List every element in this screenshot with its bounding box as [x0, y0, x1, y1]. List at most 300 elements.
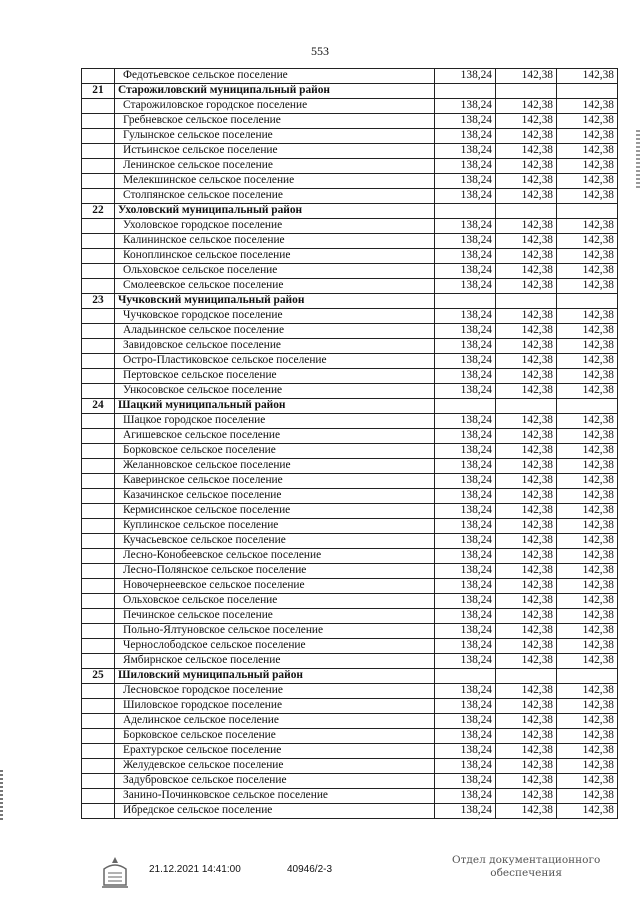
row-number-cell — [82, 579, 115, 594]
row-number-cell — [82, 804, 115, 819]
value-2-cell — [496, 669, 557, 684]
settlement-row — [82, 804, 618, 819]
row-number-cell — [82, 789, 115, 804]
settlement-name-cell: Калининское сельское поселение — [115, 234, 435, 249]
value-3-cell: 142,38 — [557, 804, 618, 819]
value-3-cell: 142,38 — [557, 759, 618, 774]
row-number-cell — [82, 129, 115, 144]
settlement-name-cell: Пертовское сельское поселение — [115, 369, 435, 384]
settlement-row — [82, 504, 618, 519]
value-2-cell: 142,38 — [496, 534, 557, 549]
settlement-name-cell: Старожиловский муниципальный район — [115, 84, 435, 99]
settlement-row — [82, 324, 618, 339]
row-number-cell — [82, 279, 115, 294]
value-3-cell: 142,38 — [557, 324, 618, 339]
value-1-cell: 138,24 — [435, 234, 496, 249]
settlement-name-cell: Лесно-Полянское сельское поселение — [115, 564, 435, 579]
settlement-name-cell: Остро-Пластиковское сельское поселение — [115, 354, 435, 369]
settlement-row — [82, 444, 618, 459]
settlement-name-cell: Борковское сельское поселение — [115, 729, 435, 744]
row-number-cell — [82, 219, 115, 234]
value-2-cell: 142,38 — [496, 639, 557, 654]
settlement-row — [82, 114, 618, 129]
row-number-cell — [82, 369, 115, 384]
settlement-row — [82, 729, 618, 744]
settlement-name-cell: Кермисинское сельское поселение — [115, 504, 435, 519]
row-number-cell — [82, 714, 115, 729]
value-2-cell: 142,38 — [496, 234, 557, 249]
value-2-cell: 142,38 — [496, 249, 557, 264]
value-3-cell: 142,38 — [557, 699, 618, 714]
emblem-icon — [100, 855, 130, 891]
value-2-cell: 142,38 — [496, 549, 557, 564]
value-1-cell: 138,24 — [435, 354, 496, 369]
value-2-cell: 142,38 — [496, 714, 557, 729]
settlement-row — [82, 684, 618, 699]
value-3-cell: 142,38 — [557, 174, 618, 189]
value-2-cell: 142,38 — [496, 324, 557, 339]
row-number-cell — [82, 429, 115, 444]
value-2-cell: 142,38 — [496, 384, 557, 399]
value-1-cell: 138,24 — [435, 594, 496, 609]
settlement-name-cell: Лесновское городское поселение — [115, 684, 435, 699]
district-row — [82, 204, 618, 219]
settlement-name-cell: Шацкий муниципальный район — [115, 399, 435, 414]
district-row — [82, 669, 618, 684]
value-2-cell: 142,38 — [496, 594, 557, 609]
value-3-cell: 142,38 — [557, 519, 618, 534]
value-1-cell: 138,24 — [435, 384, 496, 399]
value-1-cell: 138,24 — [435, 519, 496, 534]
settlement-row — [82, 69, 618, 84]
value-3-cell: 142,38 — [557, 579, 618, 594]
row-number-cell — [82, 624, 115, 639]
row-number-cell: 25 — [82, 669, 115, 684]
value-2-cell: 142,38 — [496, 339, 557, 354]
settlement-row — [82, 594, 618, 609]
value-1-cell — [435, 294, 496, 309]
value-3-cell: 142,38 — [557, 189, 618, 204]
row-number-cell — [82, 99, 115, 114]
value-3-cell: 142,38 — [557, 69, 618, 84]
value-2-cell: 142,38 — [496, 729, 557, 744]
stamp-line-1: Отдел документационного — [452, 854, 601, 866]
settlement-name-cell: Ольховское сельское поселение — [115, 594, 435, 609]
settlement-row — [82, 759, 618, 774]
value-1-cell: 138,24 — [435, 564, 496, 579]
value-2-cell: 142,38 — [496, 624, 557, 639]
value-2-cell — [496, 204, 557, 219]
settlement-name-cell: Задубровское сельское поселение — [115, 774, 435, 789]
value-2-cell: 142,38 — [496, 279, 557, 294]
value-3-cell — [557, 204, 618, 219]
row-number-cell — [82, 504, 115, 519]
value-3-cell: 142,38 — [557, 624, 618, 639]
value-3-cell: 142,38 — [557, 789, 618, 804]
value-2-cell — [496, 84, 557, 99]
row-number-cell: 21 — [82, 84, 115, 99]
row-number-cell — [82, 159, 115, 174]
value-2-cell: 142,38 — [496, 309, 557, 324]
value-2-cell: 142,38 — [496, 699, 557, 714]
value-3-cell — [557, 399, 618, 414]
settlement-row — [82, 489, 618, 504]
value-1-cell: 138,24 — [435, 189, 496, 204]
value-1-cell: 138,24 — [435, 549, 496, 564]
settlement-row — [82, 564, 618, 579]
row-number-cell — [82, 729, 115, 744]
settlement-row — [82, 579, 618, 594]
value-2-cell: 142,38 — [496, 774, 557, 789]
value-2-cell: 142,38 — [496, 489, 557, 504]
value-2-cell: 142,38 — [496, 69, 557, 84]
settlement-name-cell: Кучасьевское сельское поселение — [115, 534, 435, 549]
value-3-cell: 142,38 — [557, 729, 618, 744]
value-2-cell: 142,38 — [496, 789, 557, 804]
settlement-row — [82, 174, 618, 189]
settlement-name-cell: Агишевское сельское поселение — [115, 429, 435, 444]
settlement-name-cell: Смолеевское сельское поселение — [115, 279, 435, 294]
value-1-cell: 138,24 — [435, 729, 496, 744]
row-number-cell — [82, 414, 115, 429]
footer-datetime: 21.12.2021 14:41:00 — [149, 864, 241, 875]
row-number-cell — [82, 354, 115, 369]
scan-artifact — [0, 770, 3, 820]
settlement-row — [82, 474, 618, 489]
row-number-cell — [82, 339, 115, 354]
settlement-row — [82, 744, 618, 759]
settlement-row — [82, 789, 618, 804]
settlement-name-cell: Аделинское сельское поселение — [115, 714, 435, 729]
row-number-cell — [82, 489, 115, 504]
row-number-cell — [82, 759, 115, 774]
table-body — [82, 69, 618, 819]
settlement-name-cell: Чучковский муниципальный район — [115, 294, 435, 309]
settlement-row — [82, 219, 618, 234]
value-3-cell: 142,38 — [557, 504, 618, 519]
value-3-cell: 142,38 — [557, 249, 618, 264]
value-2-cell: 142,38 — [496, 504, 557, 519]
settlement-name-cell: Федотьевское сельское поселение — [115, 69, 435, 84]
value-3-cell: 142,38 — [557, 774, 618, 789]
settlement-row — [82, 339, 618, 354]
settlement-name-cell: Старожиловское городское поселение — [115, 99, 435, 114]
district-row — [82, 399, 618, 414]
footer-doc-number: 40946/2-3 — [287, 864, 333, 875]
settlement-name-cell: Гулынское сельское поселение — [115, 129, 435, 144]
settlement-row — [82, 714, 618, 729]
settlement-row — [82, 534, 618, 549]
row-number-cell — [82, 699, 115, 714]
value-3-cell — [557, 84, 618, 99]
value-2-cell: 142,38 — [496, 189, 557, 204]
row-number-cell — [82, 234, 115, 249]
value-1-cell — [435, 669, 496, 684]
row-number-cell — [82, 264, 115, 279]
value-1-cell — [435, 84, 496, 99]
settlement-row — [82, 414, 618, 429]
settlement-name-cell: Ольховское сельское поселение — [115, 264, 435, 279]
settlement-row — [82, 99, 618, 114]
row-number-cell — [82, 174, 115, 189]
settlement-row — [82, 624, 618, 639]
settlement-name-cell: Коноплинское сельское поселение — [115, 249, 435, 264]
settlement-name-cell: Чучковское городское поселение — [115, 309, 435, 324]
value-1-cell: 138,24 — [435, 759, 496, 774]
page-number: 553 — [311, 44, 329, 58]
value-1-cell: 138,24 — [435, 714, 496, 729]
department-stamp — [452, 854, 600, 880]
settlement-row — [82, 309, 618, 324]
settlement-name-cell: Чернослободское сельское поселение — [115, 639, 435, 654]
settlement-name-cell: Завидовское сельское поселение — [115, 339, 435, 354]
row-number-cell — [82, 594, 115, 609]
settlement-row — [82, 279, 618, 294]
settlement-name-cell: Борковское сельское поселение — [115, 444, 435, 459]
value-1-cell: 138,24 — [435, 699, 496, 714]
settlement-row — [82, 699, 618, 714]
settlement-name-cell: Столпянское сельское поселение — [115, 189, 435, 204]
value-2-cell: 142,38 — [496, 459, 557, 474]
settlement-row — [82, 639, 618, 654]
settlement-row — [82, 189, 618, 204]
value-1-cell: 138,24 — [435, 684, 496, 699]
value-1-cell: 138,24 — [435, 219, 496, 234]
row-number-cell — [82, 609, 115, 624]
value-1-cell: 138,24 — [435, 654, 496, 669]
value-3-cell: 142,38 — [557, 534, 618, 549]
value-1-cell: 138,24 — [435, 279, 496, 294]
value-2-cell: 142,38 — [496, 519, 557, 534]
value-2-cell: 142,38 — [496, 684, 557, 699]
value-3-cell — [557, 294, 618, 309]
row-number-cell — [82, 189, 115, 204]
settlement-row — [82, 654, 618, 669]
value-3-cell: 142,38 — [557, 264, 618, 279]
row-number-cell — [82, 684, 115, 699]
value-2-cell: 142,38 — [496, 264, 557, 279]
row-number-cell — [82, 324, 115, 339]
settlement-row — [82, 159, 618, 174]
value-1-cell: 138,24 — [435, 429, 496, 444]
value-3-cell: 142,38 — [557, 279, 618, 294]
settlement-name-cell: Истьинское сельское поселение — [115, 144, 435, 159]
value-1-cell: 138,24 — [435, 804, 496, 819]
value-1-cell: 138,24 — [435, 489, 496, 504]
value-3-cell: 142,38 — [557, 459, 618, 474]
settlement-row — [82, 609, 618, 624]
value-3-cell: 142,38 — [557, 159, 618, 174]
value-3-cell: 142,38 — [557, 114, 618, 129]
row-number-cell — [82, 444, 115, 459]
settlement-name-cell: Лесно-Конобеевское сельское поселение — [115, 549, 435, 564]
stamp-line-2: обеспечения — [490, 867, 563, 879]
value-2-cell: 142,38 — [496, 219, 557, 234]
value-1-cell: 138,24 — [435, 474, 496, 489]
settlement-name-cell: Ухоловский муниципальный район — [115, 204, 435, 219]
tariff-table — [81, 68, 618, 819]
value-1-cell: 138,24 — [435, 129, 496, 144]
settlement-name-cell: Ленинское сельское поселение — [115, 159, 435, 174]
settlement-name-cell: Куплинское сельское поселение — [115, 519, 435, 534]
row-number-cell — [82, 774, 115, 789]
settlement-name-cell: Желанновское сельское поселение — [115, 459, 435, 474]
value-2-cell: 142,38 — [496, 174, 557, 189]
value-3-cell: 142,38 — [557, 384, 618, 399]
row-number-cell — [82, 744, 115, 759]
settlement-name-cell: Ибредское сельское поселение — [115, 804, 435, 819]
row-number-cell — [82, 249, 115, 264]
value-1-cell: 138,24 — [435, 744, 496, 759]
row-number-cell — [82, 564, 115, 579]
row-number-cell — [82, 144, 115, 159]
settlement-row — [82, 264, 618, 279]
value-2-cell: 142,38 — [496, 744, 557, 759]
value-3-cell: 142,38 — [557, 444, 618, 459]
settlement-row — [82, 369, 618, 384]
value-2-cell: 142,38 — [496, 609, 557, 624]
value-1-cell: 138,24 — [435, 774, 496, 789]
value-3-cell: 142,38 — [557, 564, 618, 579]
value-3-cell: 142,38 — [557, 549, 618, 564]
settlement-row — [82, 549, 618, 564]
row-number-cell — [82, 474, 115, 489]
value-2-cell: 142,38 — [496, 129, 557, 144]
settlement-name-cell: Печинское сельское поселение — [115, 609, 435, 624]
row-number-cell — [82, 69, 115, 84]
settlement-name-cell: Занино-Починковское сельское поселение — [115, 789, 435, 804]
value-2-cell: 142,38 — [496, 354, 557, 369]
settlement-row — [82, 354, 618, 369]
value-1-cell: 138,24 — [435, 534, 496, 549]
value-1-cell: 138,24 — [435, 414, 496, 429]
settlement-row — [82, 384, 618, 399]
value-1-cell: 138,24 — [435, 144, 496, 159]
value-1-cell: 138,24 — [435, 324, 496, 339]
value-2-cell: 142,38 — [496, 579, 557, 594]
value-1-cell: 138,24 — [435, 459, 496, 474]
value-1-cell: 138,24 — [435, 444, 496, 459]
settlement-row — [82, 234, 618, 249]
row-number-cell — [82, 459, 115, 474]
value-2-cell: 142,38 — [496, 114, 557, 129]
value-3-cell: 142,38 — [557, 354, 618, 369]
value-3-cell: 142,38 — [557, 144, 618, 159]
settlement-name-cell: Шацкое городское поселение — [115, 414, 435, 429]
value-2-cell: 142,38 — [496, 429, 557, 444]
value-3-cell: 142,38 — [557, 594, 618, 609]
settlement-name-cell: Казачинское сельское поселение — [115, 489, 435, 504]
settlement-row — [82, 429, 618, 444]
settlement-name-cell: Новочернеевское сельское поселение — [115, 579, 435, 594]
value-3-cell: 142,38 — [557, 219, 618, 234]
value-2-cell: 142,38 — [496, 759, 557, 774]
row-number-cell — [82, 549, 115, 564]
value-3-cell: 142,38 — [557, 339, 618, 354]
value-2-cell: 142,38 — [496, 369, 557, 384]
settlement-name-cell: Ерахтурское сельское поселение — [115, 744, 435, 759]
value-1-cell: 138,24 — [435, 789, 496, 804]
scan-artifact — [636, 130, 640, 190]
value-3-cell: 142,38 — [557, 744, 618, 759]
value-2-cell: 142,38 — [496, 159, 557, 174]
value-3-cell: 142,38 — [557, 429, 618, 444]
value-2-cell: 142,38 — [496, 414, 557, 429]
value-3-cell — [557, 669, 618, 684]
settlement-name-cell: Ямбирнское сельское поселение — [115, 654, 435, 669]
value-1-cell: 138,24 — [435, 174, 496, 189]
value-2-cell: 142,38 — [496, 99, 557, 114]
value-1-cell: 138,24 — [435, 69, 496, 84]
value-2-cell — [496, 294, 557, 309]
settlement-row — [82, 129, 618, 144]
value-2-cell: 142,38 — [496, 444, 557, 459]
value-1-cell: 138,24 — [435, 579, 496, 594]
value-2-cell — [496, 399, 557, 414]
value-1-cell: 138,24 — [435, 639, 496, 654]
settlement-name-cell: Ухоловское городское поселение — [115, 219, 435, 234]
settlement-row — [82, 774, 618, 789]
row-number-cell — [82, 639, 115, 654]
value-1-cell: 138,24 — [435, 369, 496, 384]
value-1-cell: 138,24 — [435, 99, 496, 114]
settlement-name-cell: Шиловское городское поселение — [115, 699, 435, 714]
value-1-cell — [435, 399, 496, 414]
value-1-cell: 138,24 — [435, 309, 496, 324]
district-row — [82, 294, 618, 309]
value-3-cell: 142,38 — [557, 129, 618, 144]
settlement-name-cell: Гребневское сельское поселение — [115, 114, 435, 129]
value-3-cell: 142,38 — [557, 639, 618, 654]
value-3-cell: 142,38 — [557, 234, 618, 249]
value-3-cell: 142,38 — [557, 99, 618, 114]
value-3-cell: 142,38 — [557, 654, 618, 669]
settlement-name-cell: Польно-Ялтуновское сельское поселение — [115, 624, 435, 639]
value-1-cell: 138,24 — [435, 504, 496, 519]
settlement-name-cell: Ункосовское сельское поселение — [115, 384, 435, 399]
value-1-cell: 138,24 — [435, 609, 496, 624]
row-number-cell: 22 — [82, 204, 115, 219]
value-1-cell: 138,24 — [435, 114, 496, 129]
value-3-cell: 142,38 — [557, 309, 618, 324]
settlement-name-cell: Каверинское сельское поселение — [115, 474, 435, 489]
value-3-cell: 142,38 — [557, 414, 618, 429]
settlement-name-cell: Желудевское сельское поселение — [115, 759, 435, 774]
row-number-cell — [82, 654, 115, 669]
row-number-cell — [82, 309, 115, 324]
value-3-cell: 142,38 — [557, 714, 618, 729]
value-3-cell: 142,38 — [557, 489, 618, 504]
value-1-cell: 138,24 — [435, 339, 496, 354]
settlement-name-cell: Шиловский муниципальный район — [115, 669, 435, 684]
row-number-cell: 24 — [82, 399, 115, 414]
row-number-cell — [82, 534, 115, 549]
settlement-row — [82, 459, 618, 474]
value-2-cell: 142,38 — [496, 804, 557, 819]
value-2-cell: 142,38 — [496, 474, 557, 489]
settlement-name-cell: Аладьинское сельское поселение — [115, 324, 435, 339]
row-number-cell — [82, 384, 115, 399]
settlement-row — [82, 144, 618, 159]
value-1-cell — [435, 204, 496, 219]
value-2-cell: 142,38 — [496, 564, 557, 579]
row-number-cell — [82, 519, 115, 534]
value-3-cell: 142,38 — [557, 369, 618, 384]
district-row — [82, 84, 618, 99]
value-1-cell: 138,24 — [435, 159, 496, 174]
settlement-row — [82, 249, 618, 264]
settlement-row — [82, 519, 618, 534]
